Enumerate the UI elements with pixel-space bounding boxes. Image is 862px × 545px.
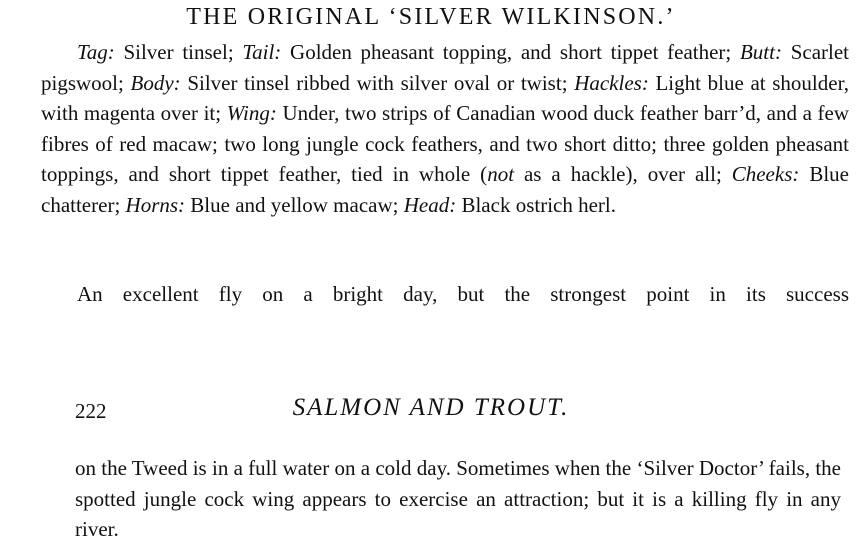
body-label: Body:	[130, 70, 181, 95]
hackles-text: Light blue at shoulder, with magenta over it;	[41, 70, 849, 125]
tail-text: Golden pheasant topping, and short tippet feather;	[281, 40, 740, 64]
not-text: as a hackle), over all;	[514, 162, 732, 186]
horns-text: Blue and yellow macaw;	[185, 192, 404, 217]
head-label: Head:	[403, 192, 457, 217]
butt-label: Butt:	[739, 40, 782, 64]
cheeks-text: Blue chatterer;	[41, 162, 849, 217]
wing-text: Under, two strips of Canadian wood duck feather barr’d, and a few fibres of red macaw; two long jungle cock feathers, and two short ditto; three golden pheasant toppings, and short tippet feather, tied in whole (	[41, 101, 849, 186]
continuation-line: An excellent fly on a bright day, but the strongest point in its success	[77, 282, 849, 306]
butt-text: Scarlet pigswool;	[41, 40, 849, 95]
fly-dressing-description	[41, 37, 849, 220]
page-222-text: on the Tweed is in a full water on a cold day. Sometimes when the ‘Silver Doctor’ fails, the spotted jungle cock wing appears to exercise an attraction; but it is a killing fly in any river.	[75, 456, 841, 541]
running-head: SALMON AND TROUT.	[292, 394, 570, 421]
fly-pattern-title: THE ORIGINAL ‘SILVER WILKINSON.’	[186, 4, 676, 30]
horns-label: Horns:	[125, 192, 186, 217]
wing-label: Wing:	[226, 101, 277, 125]
hackles-label: Hackles:	[574, 70, 649, 95]
page-number: 222	[75, 399, 107, 423]
head-text: Black ostrich herl.	[456, 192, 617, 217]
tag-text: Silver tinsel;	[114, 40, 243, 64]
body-text: Silver tinsel ribbed with silver oval or twist;	[180, 70, 575, 95]
not-emphasis: not	[487, 162, 515, 186]
cheeks-label: Cheeks:	[731, 162, 800, 186]
tail-label: Tail:	[242, 40, 282, 64]
dressing-paragraph	[41, 37, 849, 220]
tag-label: Tag:	[77, 40, 115, 64]
